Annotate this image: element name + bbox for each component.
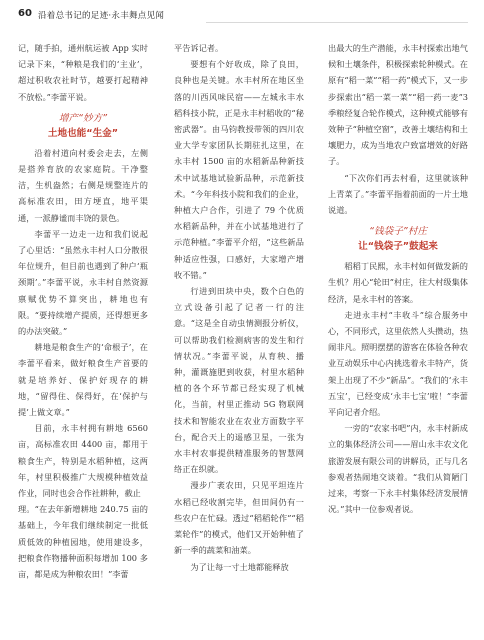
section-kicker: 增产“妙方” <box>58 112 108 124</box>
section-title: 让“钱袋子”鼓起来 <box>358 241 438 253</box>
paragraph: “下次你们再去村看，这里就该种上青菜了。”李蕾平指着前面的一片土地说道。 <box>328 172 468 216</box>
paragraph: 稻稻丁民熙，永丰村如何做发新的生机？用心“轮田”村庄，往大村级集体经济，是永丰村的答案。 <box>328 261 468 304</box>
paragraph: 目前，永丰村拥有耕地 6560 亩，高标准农田 4400 亩，都用于粮食生产，特别是水稻种植，这两年，村里积极推广大规模种植效益作业，同时也会合作社耕种，截止 <box>18 423 148 499</box>
paragraph: 行进到田块中央，数个白色的立式设备引起了记者一行的注意。“这是全自动虫情测报分析仪，可以帮助我们检测病害的发生和行情状况。”李蕾平说，从育秧、播种，灌溉施肥到收获，村里水稻种植的各个环节都已经实现了机械化，当前，村里正推动 5G 物联网技术和智能农业在农业方面数字平台，配合天上的遥感卫星，一张为水丰村农事提供精准服务的智慧网络正在织就。 <box>174 286 304 475</box>
section-heading <box>328 224 468 254</box>
paragraph: 记，随手拍，通州航运被 App 实时记录下来，“种粮是我们的‘主业’，超过积收农社时节，越要打起精神不放松。”李蕾平说。 <box>18 43 148 102</box>
section-title: 土地也能“生金” <box>47 127 119 139</box>
paragraph: 出最大的生产潜能，永丰村探索出地气候和土壤条件，积极探索轮种模式。在原有“稻一菜”“稻一药”模式下，又一步步探索出“稻一菜一菜”“稻一药一麦”3季粮经复合轮作模式，这种模式能够有效种子“种植空窗”，改善土壤结构和土壤肥力，成为当地农户致富增效的好路子。 <box>328 43 468 167</box>
section-kicker: “钱袋子”村庄 <box>369 226 427 238</box>
page-header <box>0 0 484 34</box>
paragraph: 理。“在去年新增耕地 240.75 亩的基础上，今年我们继续制定一批低质低效的种植园地，使用建设多，把粮食作物播种面积每增加 100 多亩，都是成为种粮农田！”李蕾 <box>18 504 148 580</box>
column-2 <box>174 40 304 575</box>
paragraph: 沿着村道向村委会走去，左侧是搭养育放的农家庭院。干净整洁，生机盎然；右侧是规整连片的高标准农田，田方埂直，地平渠通，一派静谧而丰饶的景色。 <box>18 147 148 223</box>
paragraph: 走进永丰村“丰收斗”综合服务中心，不同形式，这里依然人头攒动，热闹非凡。照明摆摆的游客在体验各种农业互动娱乐中心内挑选着永丰特产，货架上出现了不少“新品”。“我们的‘永丰五宝’，已经变成‘永丰七宝’啦！”李蕾平向记者介绍。 <box>328 309 468 418</box>
paragraph: 一旁的“农家书吧”内，永丰村新成立的集体经济公司——眉山永丰农文化旅游发展有限公司的讲解员，正与几名参观者热闹地交谈着。“我们从简陋门过来，考察一下永丰村集体经济发展情况。”其中一位参观者说。 <box>328 423 468 515</box>
paragraph: 要想有个好收成，除了良田，良种也是关键。水丰村所在地区坐落的川西风味民宿——左城永丰水稻科技小院，正是永丰村稻收的“秘密武器”。由马钧教授带领的四川农业大学专家团队长期驻扎这里，在永丰村 1500 亩的水稻新品种新技术中试基地试验新品种，示范新技术。“今年科技小院和我们的企业，种植大户合作，引进了 79 个优质水稻新品种，并在小试基地进行了示范种植。”李蕾平介绍，“这些新品种适应性强，口感好，大家增产增收不错。” <box>174 59 304 280</box>
paragraph: 为了让每一寸土地都能释放 <box>190 561 289 572</box>
running-title: 沿着总书记的足迹·永丰舞点见闻 <box>38 11 165 21</box>
header-rule <box>206 22 468 23</box>
section-heading <box>18 111 148 141</box>
paragraph: 耕地是粮食生产的‘命根子’，在李蕾平看来，做好粮食生产首要的就是培养好、保护好现存的耕地，“留得住、保得好，在‘保护与提’上做文章。” <box>18 342 148 418</box>
page-number: 60 <box>18 8 32 19</box>
paragraph: 李蕾平一边走一边和我们说起了心里话：“虽然永丰村人口分散很年位规升，但目前也遇到了种户‘瓶颈期’。”李蕾平说，永丰村自然资源禀赋优势不算突出，耕地也有限。“要持续增产提质，还得想更多的办法突破。” <box>18 228 148 337</box>
paragraph: 平告诉记者。 <box>174 43 224 53</box>
column-3 <box>328 40 468 517</box>
column-1 <box>18 40 148 582</box>
paragraph: 漫步广袤农田，只见平坦连片水稻已经收割完毕，但田间仍有一些农户在忙碌。透过“稻稻轮作”“稻菜轮作”的模式，他们又开始种植了新一季的蔬菜和油菜。 <box>174 480 304 556</box>
